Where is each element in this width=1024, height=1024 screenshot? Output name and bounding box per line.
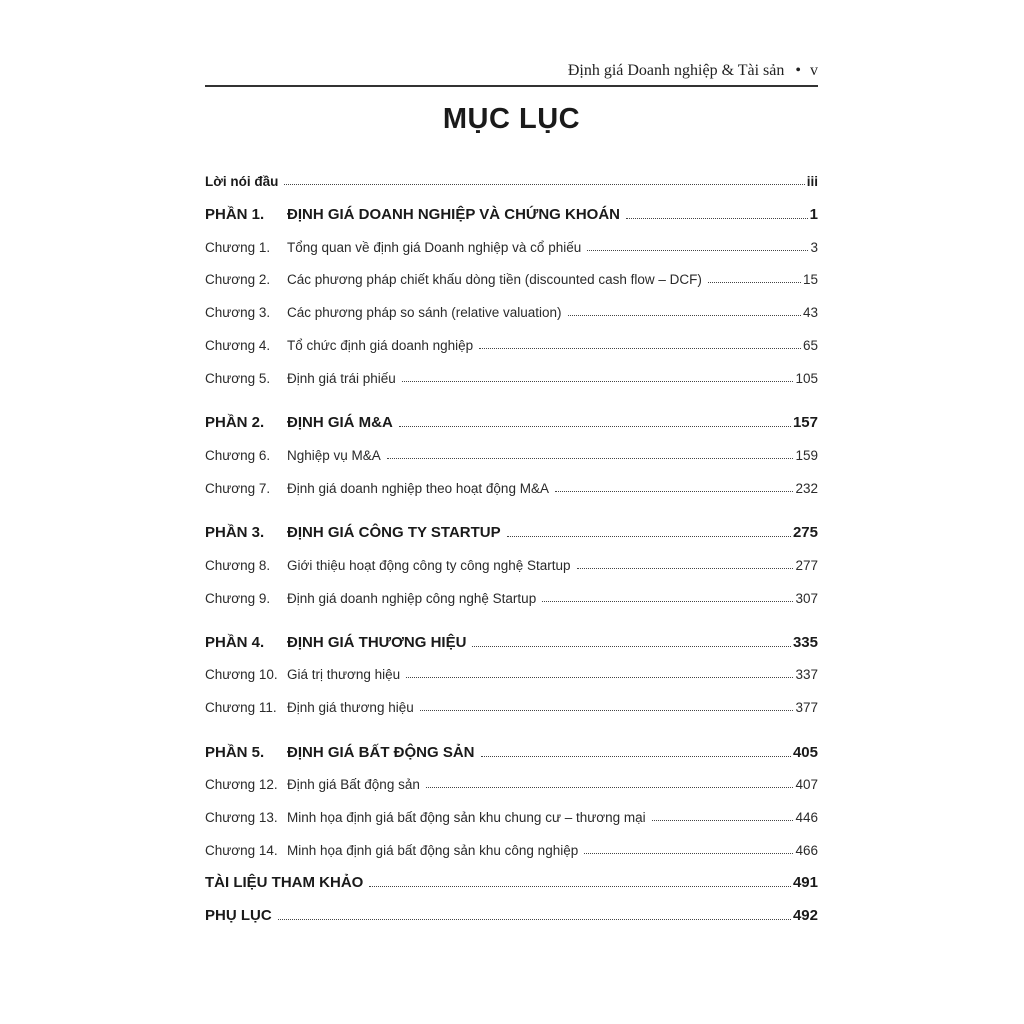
- dot-leader: [420, 710, 794, 711]
- dot-leader: [399, 426, 791, 427]
- dot-leader: [584, 853, 793, 854]
- dot-leader: [481, 756, 791, 757]
- toc-entry-page: 491: [792, 874, 818, 891]
- toc-chapter-title: Nghiệp vụ M&A: [287, 448, 381, 463]
- toc-chapter-title: Định giá doanh nghiệp theo hoạt động M&A: [287, 481, 549, 496]
- toc-chapter-title: Minh họa định giá bất động sản khu công nghiệp: [287, 843, 579, 858]
- toc-chapter-label: Chương 3.: [205, 305, 271, 320]
- dot-leader: [402, 381, 794, 382]
- toc-chapter-label: Chương 9.: [205, 591, 271, 606]
- toc-chapter-title: Định giá trái phiếu: [287, 371, 396, 386]
- toc-part-1[interactable]: [205, 206, 818, 223]
- dot-leader: [472, 646, 791, 647]
- toc-entry-page: 405: [792, 744, 818, 761]
- toc-chapter-14[interactable]: [205, 843, 818, 858]
- toc-entry-page: 105: [795, 371, 818, 386]
- dot-leader: [542, 601, 793, 602]
- toc-part-title: ĐỊNH GIÁ CÔNG TY STARTUP: [287, 524, 501, 541]
- toc-entry-appendix[interactable]: [205, 907, 818, 924]
- toc-part-title: ĐỊNH GIÁ THƯƠNG HIỆU: [287, 634, 467, 651]
- toc-part-label: PHẦN 1.: [205, 206, 265, 223]
- toc-chapter-9[interactable]: [205, 591, 818, 606]
- toc-chapter-label: Chương 5.: [205, 371, 271, 386]
- toc-chapter-label: Chương 13.: [205, 810, 278, 825]
- toc-chapter-title: Minh họa định giá bất động sản khu chung cư – thương mại: [287, 810, 646, 825]
- toc-part-3[interactable]: [205, 524, 818, 541]
- dot-leader: [387, 458, 794, 459]
- dot-leader: [284, 184, 804, 185]
- dot-leader: [577, 568, 794, 569]
- running-header: [205, 62, 818, 80]
- toc-part-label: PHẦN 5.: [205, 744, 265, 761]
- dot-leader: [652, 820, 794, 821]
- toc-chapter-label: Chương 8.: [205, 558, 271, 573]
- bullet-icon: •: [795, 62, 801, 79]
- toc-part-title: ĐỊNH GIÁ DOANH NGHIỆP VÀ CHỨNG KHOÁN: [287, 206, 621, 223]
- dot-leader: [406, 677, 793, 678]
- dot-leader: [587, 250, 808, 251]
- toc-entry-references[interactable]: [205, 874, 818, 891]
- toc-chapter-title: Các phương pháp so sánh (relative valuation): [287, 305, 562, 320]
- toc-entry-page: 1: [809, 206, 818, 223]
- toc-chapter-label: Chương 11.: [205, 700, 277, 715]
- toc-entry-page: 407: [795, 777, 818, 792]
- toc-chapter-title: Giá trị thương hiệu: [287, 667, 401, 682]
- toc-entry-page: 43: [802, 305, 818, 320]
- toc-chapter-title: Tổng quan về định giá Doanh nghiệp và cổ phiếu: [287, 240, 582, 255]
- toc-entry-front-matter[interactable]: [205, 174, 818, 189]
- toc-chapter-title: Tổ chức định giá doanh nghiệp: [287, 338, 474, 353]
- toc-chapter-label: Chương 14.: [205, 843, 278, 858]
- dot-leader: [426, 787, 794, 788]
- toc-entry-page: 492: [792, 907, 818, 924]
- toc-part-title: ĐỊNH GIÁ M&A: [287, 414, 393, 431]
- toc-entry-page: 157: [792, 414, 818, 431]
- toc-chapter-label: Chương 10.: [205, 667, 278, 682]
- toc-entry-page: 277: [795, 558, 818, 573]
- toc-entry-page: 446: [795, 810, 818, 825]
- toc-chapter-1[interactable]: [205, 240, 818, 255]
- toc-part-label: PHẦN 4.: [205, 634, 265, 651]
- toc-entry-page: 466: [795, 843, 818, 858]
- toc-entry-text: PHỤ LỤC: [205, 907, 272, 924]
- dot-leader: [278, 919, 791, 920]
- toc-part-label: PHẦN 2.: [205, 414, 265, 431]
- toc-chapter-4[interactable]: [205, 338, 818, 353]
- toc-chapter-2[interactable]: [205, 272, 818, 287]
- toc-chapter-10[interactable]: [205, 667, 818, 682]
- toc-chapter-title: Định giá Bất động sản: [287, 777, 420, 792]
- toc-entry-page: 65: [802, 338, 818, 353]
- dot-leader: [507, 536, 791, 537]
- toc-entry-text: TÀI LIỆU THAM KHẢO: [205, 874, 364, 891]
- toc-entry-page: 377: [795, 700, 818, 715]
- toc-chapter-label: Chương 2.: [205, 272, 271, 287]
- toc-chapter-label: Chương 7.: [205, 481, 271, 496]
- toc-chapter-5[interactable]: [205, 371, 818, 386]
- toc-entry-text: Lời nói đầu: [205, 174, 279, 189]
- toc-chapter-12[interactable]: [205, 777, 818, 792]
- dot-leader: [369, 886, 791, 887]
- toc-chapter-title: Các phương pháp chiết khấu dòng tiền (discounted cash flow – DCF): [287, 272, 702, 287]
- toc-chapter-label: Chương 6.: [205, 448, 271, 463]
- toc-entry-page: iii: [806, 174, 818, 189]
- toc-part-4[interactable]: [205, 634, 818, 651]
- page-number-roman: v: [810, 62, 818, 79]
- toc-chapter-title: Định giá doanh nghiệp công nghệ Startup: [287, 591, 537, 606]
- toc-entry-page: 307: [795, 591, 818, 606]
- toc-part-2[interactable]: [205, 414, 818, 431]
- running-header-title: Định giá Doanh nghiệp & Tài sản: [567, 62, 785, 79]
- toc-chapter-title: Giới thiệu hoạt động công ty công nghệ Startup: [287, 558, 571, 573]
- header-rule: [205, 85, 818, 87]
- toc-entry-page: 335: [792, 634, 818, 651]
- dot-leader: [555, 491, 794, 492]
- toc-chapter-8[interactable]: [205, 558, 818, 573]
- dot-leader: [568, 315, 801, 316]
- toc-chapter-label: Chương 1.: [205, 240, 271, 255]
- toc-entry-page: 275: [792, 524, 818, 541]
- dot-leader: [479, 348, 801, 349]
- toc-chapter-11[interactable]: [205, 700, 818, 715]
- toc-entry-page: 337: [795, 667, 818, 682]
- toc-chapter-title: Định giá thương hiệu: [287, 700, 414, 715]
- toc-entry-page: 232: [795, 481, 818, 496]
- toc-chapter-7[interactable]: [205, 481, 818, 496]
- toc-part-5[interactable]: [205, 744, 818, 761]
- toc-chapter-label: Chương 12.: [205, 777, 278, 792]
- dot-leader: [708, 282, 801, 283]
- toc-chapter-6[interactable]: [205, 448, 818, 463]
- toc-entry-page: 3: [810, 240, 818, 255]
- toc-entry-page: 15: [802, 272, 818, 287]
- toc-entry-page: 159: [795, 448, 818, 463]
- page-title: MỤC LỤC: [442, 103, 581, 135]
- toc-chapter-label: Chương 4.: [205, 338, 271, 353]
- toc-chapter-13[interactable]: [205, 810, 818, 825]
- toc-part-title: ĐỊNH GIÁ BẤT ĐỘNG SẢN: [287, 744, 475, 761]
- toc-part-label: PHẦN 3.: [205, 524, 265, 541]
- dot-leader: [626, 218, 808, 219]
- toc-chapter-3[interactable]: [205, 305, 818, 320]
